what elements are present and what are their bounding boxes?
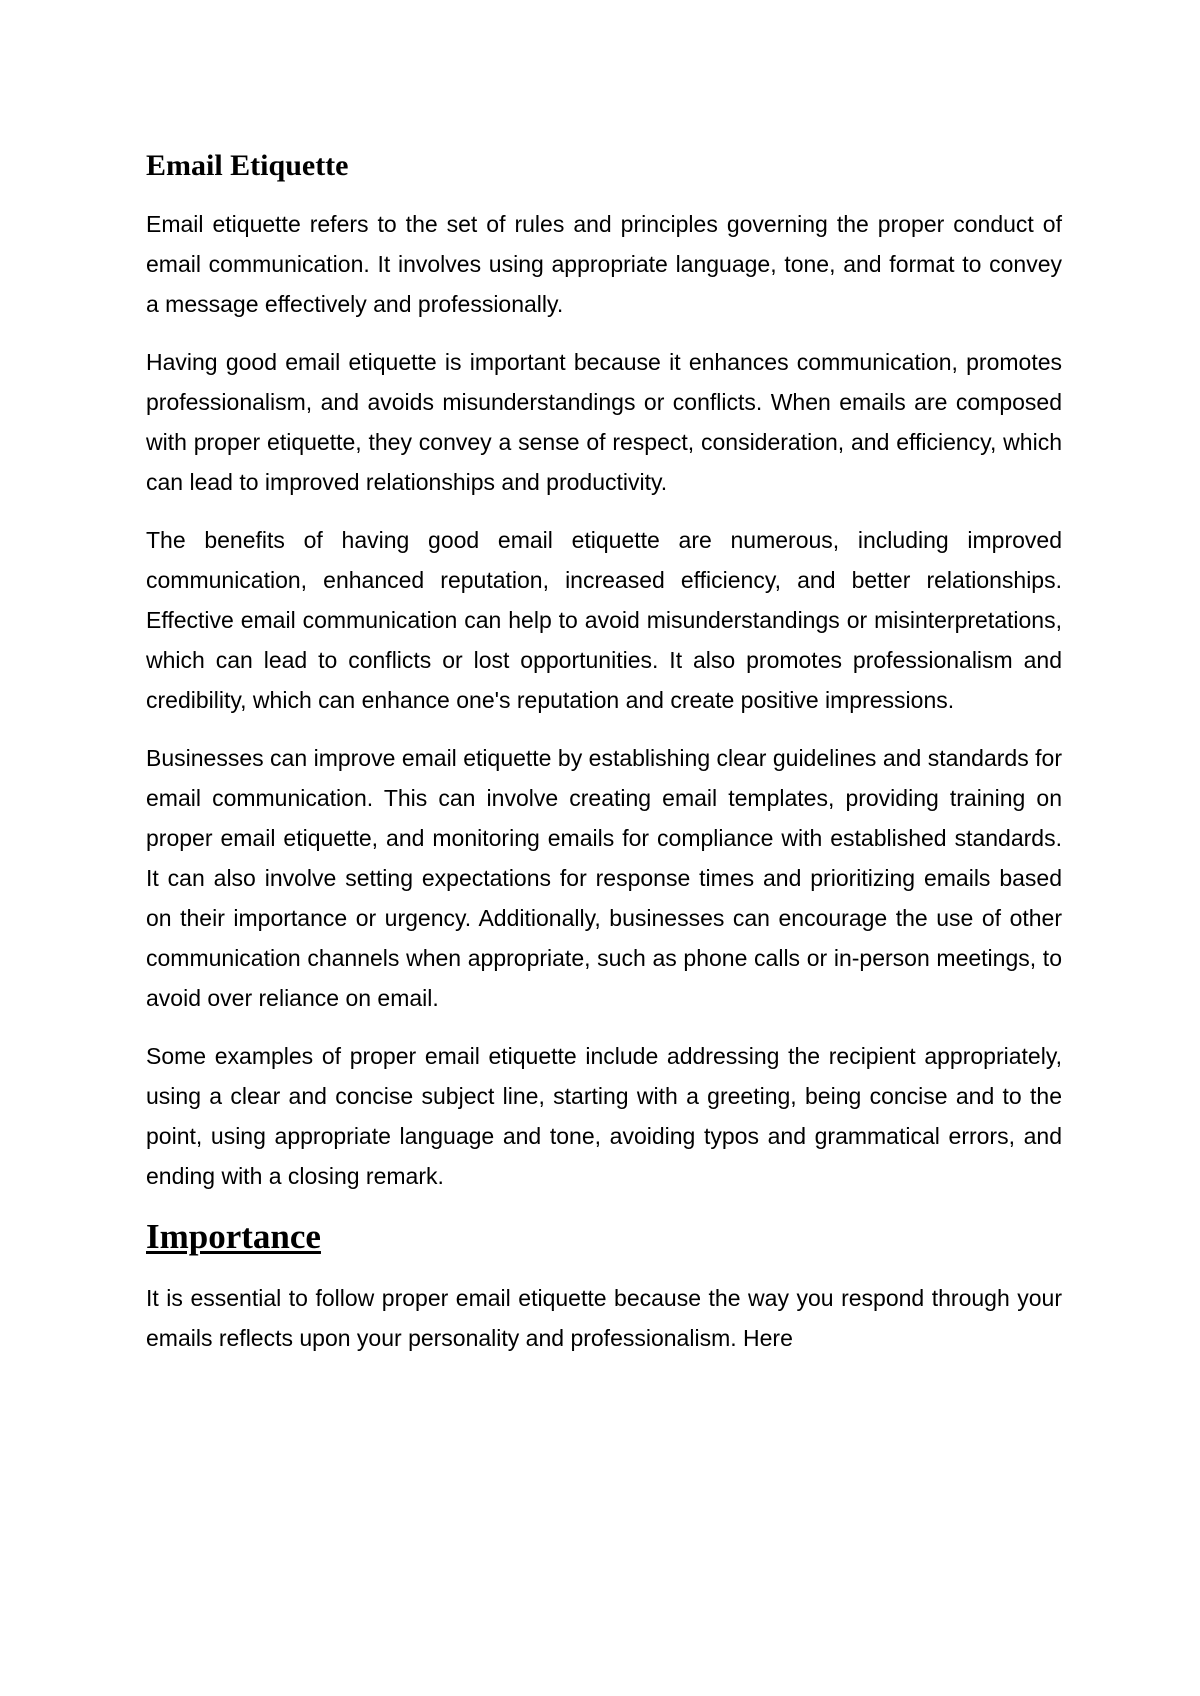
document-title: Email Etiquette [146, 149, 349, 182]
paragraph-importance: It is essential to follow proper email etiquette because the way you respond through your emails reflects upon your personality and professionalism. Here [146, 1285, 1062, 1351]
paragraph-business-improvement: Businesses can improve email etiquette by establishing clear guidelines and standards for email communication. This can involve creating email templates, providing training on proper email etiquette, and monitoring emails for compliance with established standards. It can also involve setting expectations for response times and prioritizing emails based on their importance or urgency. Additionally, businesses can encourage the use of other communication channels when appropriate, such as phone calls or in-person meetings, to avoid over reliance on email. [146, 745, 1062, 1011]
paragraph-benefits: The benefits of having good email etiquette are numerous, including improved communication, enhanced reputation, increased efficiency, and better relationships. Effective email communication can help to avoid misunderstandings or misinterpretations, which can lead to conflicts or lost opportunities. It also promotes professionalism and credibility, which can enhance one's reputation and create positive impressions. [146, 527, 1062, 713]
section-heading-importance: Importance [146, 1217, 321, 1256]
paragraph-examples: Some examples of proper email etiquette include addressing the recipient appropriately, using a clear and concise subject line, starting with a greeting, being concise and to the point, using appropriate language and tone, avoiding typos and grammatical errors, and ending with a closing remark. [146, 1043, 1062, 1189]
paragraph-why-important: Having good email etiquette is important because it enhances communication, promotes professionalism, and avoids misunderstandings or conflicts. When emails are composed with proper etiquette, they convey a sense of respect, consideration, and efficiency, which can lead to improved relationships and productivity. [146, 349, 1062, 495]
paragraph-definition: Email etiquette refers to the set of rules and principles governing the proper conduct of email communication. It involves using appropriate language, tone, and format to convey a message effectively and professionally. [146, 211, 1062, 317]
document-content [146, 146, 1062, 1376]
